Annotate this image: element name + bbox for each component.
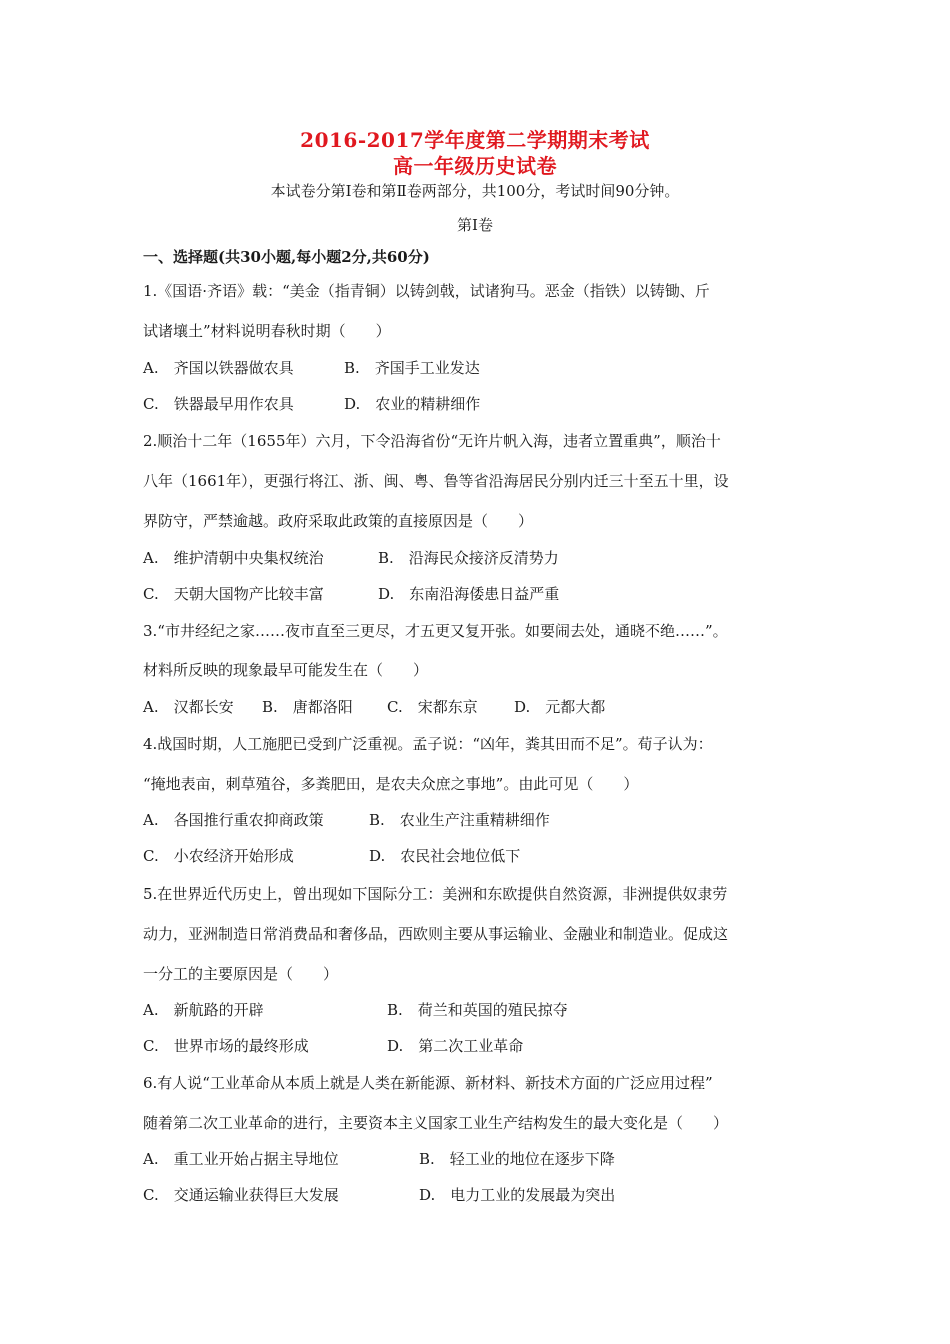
volume-heading: 第Ⅰ卷 [457, 216, 493, 234]
question-1-line-1: 1.《国语·齐语》载：“美金（指青铜）以铸剑戟，试诸狗马。恶金（指铁）以铸锄、斤 [143, 282, 710, 300]
question-3-option-a: A. 汉都长安 [143, 698, 234, 716]
question-4-option-d: D. 农民社会地位低下 [369, 847, 521, 865]
question-2-line-2: 八年（1661年），更强行将江、浙、闽、粤、鲁等省沿海居民分别内迁三十至五十里，设 [143, 472, 729, 490]
question-3-line-1: 3.“市井经纪之家……夜市直至三更尽，才五更又复开张。如要闹去处，通晓不绝……”。 [143, 622, 728, 640]
question-2-option-d: D. 东南沿海倭患日益严重 [378, 585, 560, 603]
question-5-option-b: B. 荷兰和英国的殖民掠夺 [387, 1001, 568, 1019]
question-4-option-b: B. 农业生产注重精耕细作 [369, 811, 550, 829]
question-6-option-a: A. 重工业开始占据主导地位 [143, 1150, 339, 1168]
question-2-option-b: B. 沿海民众接济反清势力 [378, 549, 559, 567]
question-3-option-b: B. 唐都洛阳 [262, 698, 353, 716]
question-2-line-3: 界防守，严禁逾越。政府采取此政策的直接原因是（ ） [143, 512, 534, 530]
question-3-option-d: D. 元都大都 [514, 698, 606, 716]
question-5-option-d: D. 第二次工业革命 [387, 1037, 524, 1055]
question-6-option-d: D. 电力工业的发展最为突出 [419, 1186, 616, 1204]
question-2-option-c: C. 天朝大国物产比较丰富 [143, 585, 324, 603]
question-1-option-d: D. 农业的精耕细作 [344, 395, 481, 413]
question-3-line-2: 材料所反映的现象最早可能发生在（ ） [143, 661, 429, 679]
section-heading: 一、选择题(共30小题,每小题2分,共60分) [143, 248, 430, 266]
question-5-option-c: C. 世界市场的最终形成 [143, 1037, 309, 1055]
question-2-option-a: A. 维护清朝中央集权统治 [143, 549, 324, 567]
question-5-line-1: 5.在世界近代历史上，曾出现如下国际分工：美洲和东欧提供自然资源，非洲提供奴隶劳 [143, 885, 728, 903]
question-4-option-c: C. 小农经济开始形成 [143, 847, 294, 865]
exam-title: 2016-2017学年度第二学期期末考试 [300, 128, 650, 152]
question-5-option-a: A. 新航路的开辟 [143, 1001, 264, 1019]
question-1-option-b: B. 齐国手工业发达 [344, 359, 480, 377]
question-6-line-2: 随着第二次工业革命的进行，主要资本主义国家工业生产结构发生的最大变化是（ ） [143, 1114, 729, 1132]
question-2-line-1: 2.顺治十二年（1655年）六月，下令沿海省份“无许片帆入海，违者立置重典”，顺治十 [143, 432, 721, 450]
question-5-line-2: 动力，亚洲制造日常消费品和奢侈品，西欧则主要从事运输业、金融业和制造业。促成这 [143, 925, 729, 943]
question-6-option-c: C. 交通运输业获得巨大发展 [143, 1186, 339, 1204]
question-1-option-c: C. 铁器最早用作农具 [143, 395, 294, 413]
exam-instructions: 本试卷分第Ⅰ卷和第Ⅱ卷两部分，共100分，考试时间90分钟。 [270, 182, 680, 200]
question-6-option-b: B. 轻工业的地位在逐步下降 [419, 1150, 615, 1168]
question-4-line-2: “掩地表亩，刺草殖谷，多粪肥田，是农夫众庶之事地”。由此可见（ ） [143, 775, 639, 793]
question-1-option-a: A. 齐国以铁器做农具 [143, 359, 294, 377]
question-4-line-1: 4.战国时期，人工施肥已受到广泛重视。孟子说：“凶年，粪其田而不足”。荀子认为： [143, 735, 713, 753]
question-1-line-2: 试诸壤土”材料说明春秋时期（ ） [143, 322, 391, 340]
question-3-option-c: C. 宋都东京 [387, 698, 478, 716]
question-6-line-1: 6.有人说“工业革命从本质上就是人类在新能源、新材料、新技术方面的广泛应用过程” [143, 1074, 713, 1092]
question-5-line-3: 一分工的主要原因是（ ） [143, 965, 339, 983]
exam-subject-title: 高一年级历史试卷 [393, 154, 557, 178]
question-4-option-a: A. 各国推行重农抑商政策 [143, 811, 324, 829]
